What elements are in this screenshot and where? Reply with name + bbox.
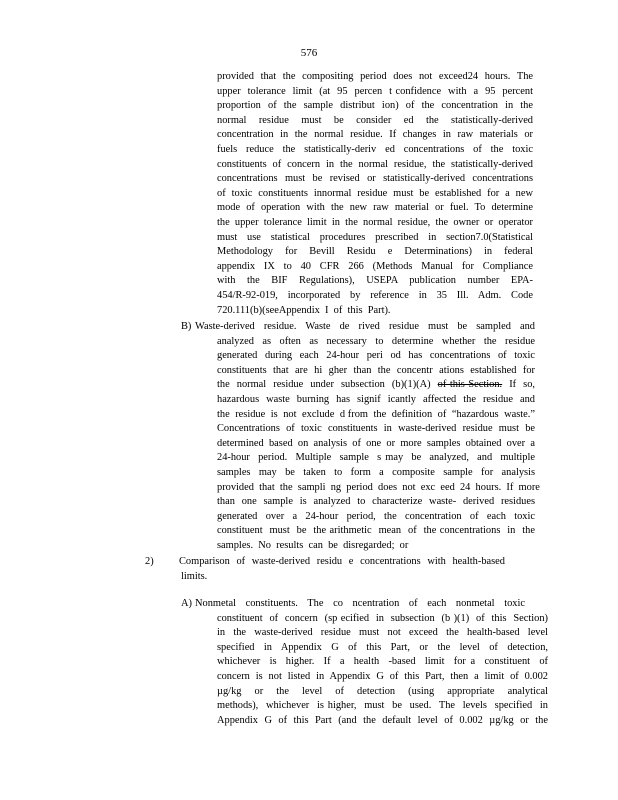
paragraph-continuation xyxy=(217,70,533,318)
strike-line xyxy=(217,378,535,393)
text-line: µg/kg or the level of detection (using appropriate analytical xyxy=(217,685,548,697)
text-line: analyzed as often as necessary to determine whether the residue xyxy=(217,335,535,347)
text-line: than one sample is analyzed to characterize waste- derived residues xyxy=(217,496,535,508)
text-line: determined based on analysis of one or more samples obtained over a xyxy=(217,437,535,449)
item-2-marker: 2) xyxy=(145,556,154,567)
text-line: Comparison of waste-derived residu e concentrations with health-based xyxy=(179,556,505,567)
text-line: constituents of concern in the normal residue, the statistically-derived xyxy=(217,158,533,170)
text-line: hazardous waste burning has signif icantly affected the residue and xyxy=(217,393,535,405)
struck-text: of this Section. xyxy=(437,379,503,391)
text-line: with the BIF Regulations), USEPA publication number EPA- xyxy=(217,275,533,287)
text-line: 720.111(b)(seeAppendix I of this Part). xyxy=(217,304,391,316)
item-2-heading-cont xyxy=(181,570,381,585)
text-line: concentrations must be revised or statistically-derived concentrations xyxy=(217,173,533,185)
text-line: provided that the sampli ng period does not exc eed 24 hours. If more xyxy=(217,481,540,493)
text-line: methods), whichever is higher, must be used. The levels specified in xyxy=(217,700,548,712)
text-line: samples. No results can be disregarded; or xyxy=(217,539,409,551)
item-b-body xyxy=(217,335,540,554)
text-line: concentration in the normal residue. If changes in raw materials or xyxy=(217,129,533,141)
text-line: limits. xyxy=(181,570,208,582)
text-line: 454/R-92-019, incorporated by reference in 35 Ill. Adm. Code xyxy=(217,289,533,301)
item-b-lines-after xyxy=(217,393,540,554)
item-b-lines-before xyxy=(217,335,535,379)
text-line: fuels reduce the statistically-deriv ed concentrations of the toxic xyxy=(217,143,533,155)
strike-line-suffix: If so, xyxy=(502,379,536,391)
text-line: of toxic constituents innormal residue must be established for a new xyxy=(217,187,533,199)
text-line: appendix IX to 40 CFR 266 (Methods Manual for Compliance xyxy=(217,260,533,272)
text-line: the upper tolerance limit in the normal residue, the owner or operator xyxy=(217,216,533,228)
text-line: upper tolerance limit (at 95 percen t confidence with a 95 percent xyxy=(217,85,533,97)
text-line: samples may be taken to form a composite sample for analysis xyxy=(217,466,535,478)
item-a-lines xyxy=(217,612,548,729)
text-line: proportion of the sample distribut ion) of the concentration in the xyxy=(217,100,533,112)
text-line: must use statistical procedures prescribed in section7.0(Statistical xyxy=(217,231,533,243)
item-a-marker: A) xyxy=(181,598,192,609)
text-line: the residue is not exclude d from the definition of “hazardous waste.” xyxy=(217,408,535,420)
text-line: generated during each 24-hour peri od has concentrations of toxic xyxy=(217,350,535,362)
text-line: concern is not listed in Appendix G of this Part, then a limit of 0.002 xyxy=(217,670,548,682)
text-line: constituents that are hi gher than the concentr ations established for xyxy=(217,364,535,376)
text-line: whichever is higher. If a health -based limit for a constituent of xyxy=(217,656,548,668)
text-line: constituent must be the arithmetic mean of the concentrations in the xyxy=(217,525,535,537)
text-line: 24-hour period. Multiple sample s may be analyzed, and multiple xyxy=(217,452,535,464)
text-line: Concentrations of toxic constituents in waste-derived residue must be xyxy=(217,423,535,435)
item-b-marker: B) xyxy=(181,321,192,332)
paragraph-lines xyxy=(217,70,533,318)
page-number: 576 xyxy=(300,47,318,59)
text-line: mode of operation with the new raw material or fuel. To determine xyxy=(217,202,533,214)
text-line: Waste-derived residue. Waste de rived residue must be sampled and xyxy=(195,321,535,332)
text-line: generated over a 24-hour period, the concentration of each toxic xyxy=(217,510,535,522)
text-line: Appendix G of this Part (and the default level of 0.002 µg/kg or the xyxy=(217,714,548,726)
text-line: Methodology for Bevill Residu e Determinations) in federal xyxy=(217,246,533,258)
strike-line-prefix: the normal residue under subsection (b)(1)(A) xyxy=(217,379,438,391)
text-line: in the waste-derived residue must not exceed the health-based level xyxy=(217,627,548,639)
item-a-body xyxy=(217,612,548,729)
item-2-heading xyxy=(179,555,505,570)
text-line: Nonmetal constituents. The co ncentration of each nonmetal toxic xyxy=(195,598,525,609)
text-line: provided that the compositing period does not exceed24 hours. The xyxy=(217,71,533,82)
item-a-first-line xyxy=(195,597,525,612)
text-line: normal residue must be consider ed the statistically-derived xyxy=(217,114,533,126)
item-b-first-line xyxy=(195,320,535,335)
text-line: constituent of concern (sp ecified in subsection (b )(1) of this Section) xyxy=(217,612,548,624)
text-line: specified in Appendix G of this Part, or the level of detection, xyxy=(217,641,548,653)
